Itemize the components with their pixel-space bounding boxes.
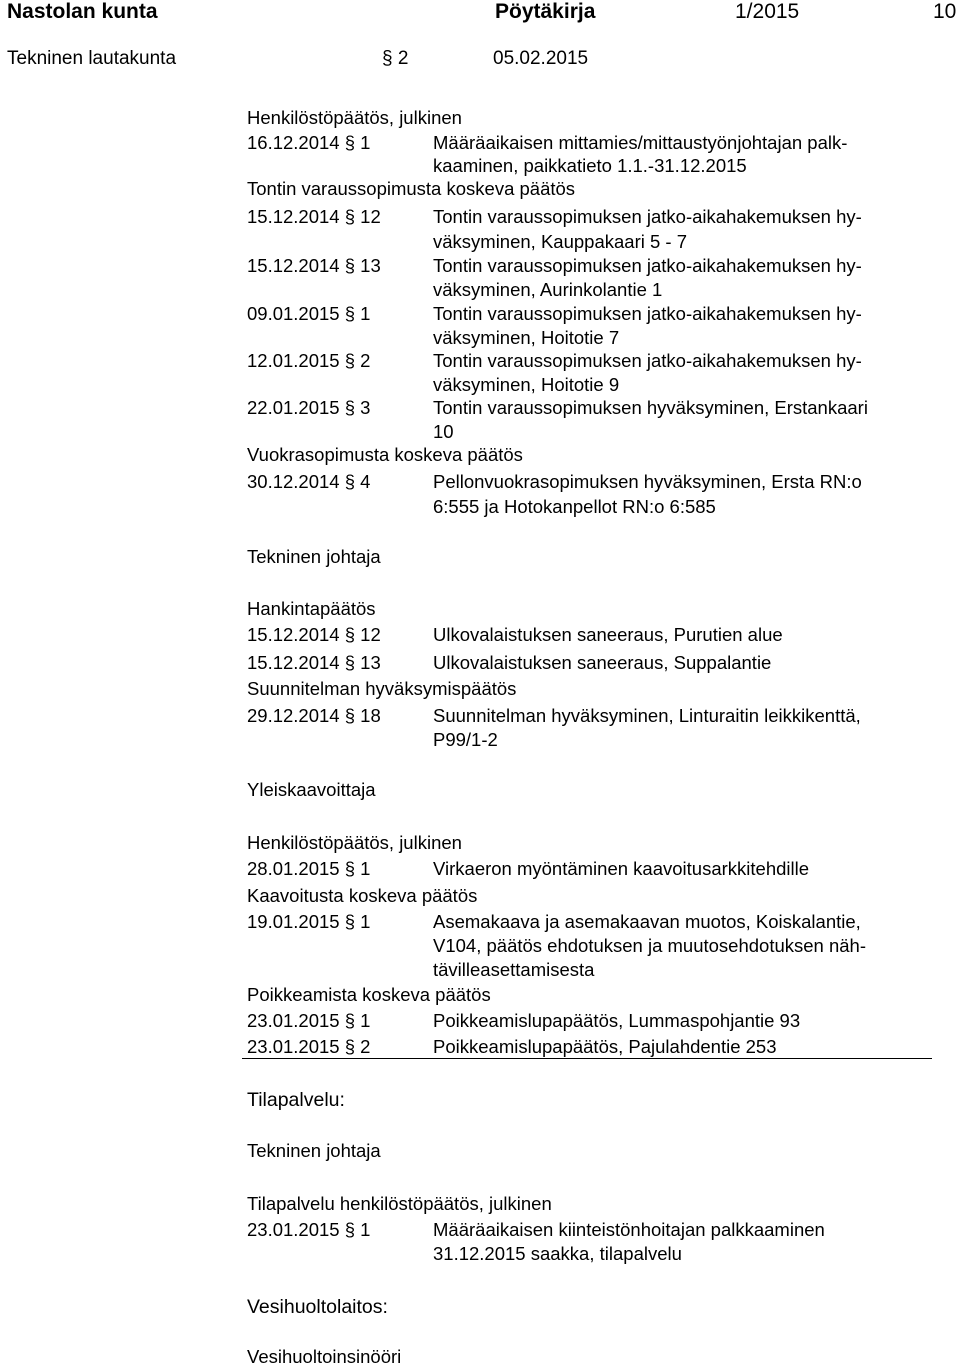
decision-date: 29.12.2014 § 18 [247,705,381,726]
decision-text: Tontin varaussopimuksen jatko-aikahakemuksen hy- [433,350,862,371]
decision-text: väksyminen, Hoitotie 9 [433,374,620,395]
section-number: § 2 [382,48,409,69]
decision-text: Tontin varaussopimuksen jatko-aikahakemuksen hy- [433,303,862,324]
decision-text: Suunnitelman hyväksyminen, Linturaitin leikkikenttä, [433,705,861,726]
board-name: Tekninen lautakunta [7,48,177,69]
category-heading: Henkilöstöpäätös, julkinen [247,107,462,128]
decision-date: 23.01.2015 § 2 [247,1036,371,1057]
decision-text: Tontin varaussopimuksen jatko-aikahakemuksen hy- [433,206,862,227]
official-title: Tekninen johtaja [247,546,381,567]
decision-text: väksyminen, Aurinkolantie 1 [433,279,663,300]
document-type: Pöytäkirja [495,0,596,23]
decision-date: 15.12.2014 § 12 [247,206,381,227]
decision-text: väksyminen, Kauppakaari 5 - 7 [433,231,687,252]
decision-date: 16.12.2014 § 1 [247,132,371,153]
unit-heading: Tilapalvelu: [247,1089,345,1111]
decision-date: 19.01.2015 § 1 [247,911,371,932]
decision-date: 12.01.2015 § 2 [247,350,371,371]
decision-text: Tontin varaussopimuksen hyväksyminen, Erstankaari [433,397,868,418]
decision-text: Määräaikaisen mittamies/mittaustyönjohtajan palk- [433,132,848,153]
decision-text: Ulkovalaistuksen saneeraus, Suppalantie [433,652,772,673]
page-number: 10 [933,0,957,23]
decision-text: kaaminen, paikkatieto 1.1.-31.12.2015 [433,155,747,176]
decision-text: 10 [433,421,454,442]
decision-date: 15.12.2014 § 12 [247,624,381,645]
decision-text: 6:555 ja Hotokanpellot RN:o 6:585 [433,496,716,517]
decision-text: P99/1-2 [433,729,498,750]
category-heading: Suunnitelman hyväksymispäätös [247,678,517,699]
decision-text: Määräaikaisen kiinteistönhoitajan palkkaaminen [433,1219,825,1240]
document-number: 1/2015 [735,0,800,23]
decision-date: 23.01.2015 § 1 [247,1010,371,1031]
official-title: Tekninen johtaja [247,1140,381,1161]
section-value: 2 [397,48,409,69]
decision-text: Poikkeamislupapäätös, Pajulahdentie 253 [433,1036,777,1057]
unit-heading: Vesihuoltolaitos: [247,1296,388,1318]
decision-date: 15.12.2014 § 13 [247,652,381,673]
section-divider [242,1058,932,1059]
official-title: Yleiskaavoittaja [247,779,376,800]
decision-date: 28.01.2015 § 1 [247,858,371,879]
decision-date: 30.12.2014 § 4 [247,471,371,492]
decision-text: Poikkeamislupapäätös, Lummaspohjantie 93 [433,1010,801,1031]
decision-text: Asemakaava ja asemakaavan muotos, Koiskalantie, [433,911,861,932]
category-heading: Poikkeamista koskeva päätös [247,984,491,1005]
decision-text: 31.12.2015 saakka, tilapalvelu [433,1243,682,1264]
decision-date: 23.01.2015 § 1 [247,1219,371,1240]
official-title: Vesihuoltoinsinööri [247,1346,402,1367]
decision-text: Virkaeron myöntäminen kaavoitusarkkitehdille [433,858,810,879]
category-heading: Hankintapäätös [247,598,376,619]
decision-text: Tontin varaussopimuksen jatko-aikahakemuksen hy- [433,255,862,276]
page-header-top [7,0,957,26]
decision-date: 22.01.2015 § 3 [247,397,371,418]
category-heading: Vuokrasopimusta koskeva päätös [247,444,523,465]
category-heading: Tilapalvelu henkilöstöpäätös, julkinen [247,1193,552,1214]
category-heading: Kaavoitusta koskeva päätös [247,885,478,906]
decision-date: 09.01.2015 § 1 [247,303,371,324]
meeting-date: 05.02.2015 [493,48,589,69]
category-heading: Tontin varaussopimusta koskeva päätös [247,178,576,199]
decision-text: V104, päätös ehdotuksen ja muutosehdotuksen näh- [433,935,867,956]
decision-date: 15.12.2014 § 13 [247,255,381,276]
decision-text: Pellonvuokrasopimuksen hyväksyminen, Ersta RN:o [433,471,862,492]
decision-text: väksyminen, Hoitotie 7 [433,327,620,348]
page-header-sub [7,48,952,74]
decision-text: tävilleasettamisesta [433,959,595,980]
decision-text: Ulkovalaistuksen saneeraus, Purutien alue [433,624,783,645]
category-heading: Henkilöstöpäätös, julkinen [247,832,462,853]
municipality-name: Nastolan kunta [7,0,158,23]
